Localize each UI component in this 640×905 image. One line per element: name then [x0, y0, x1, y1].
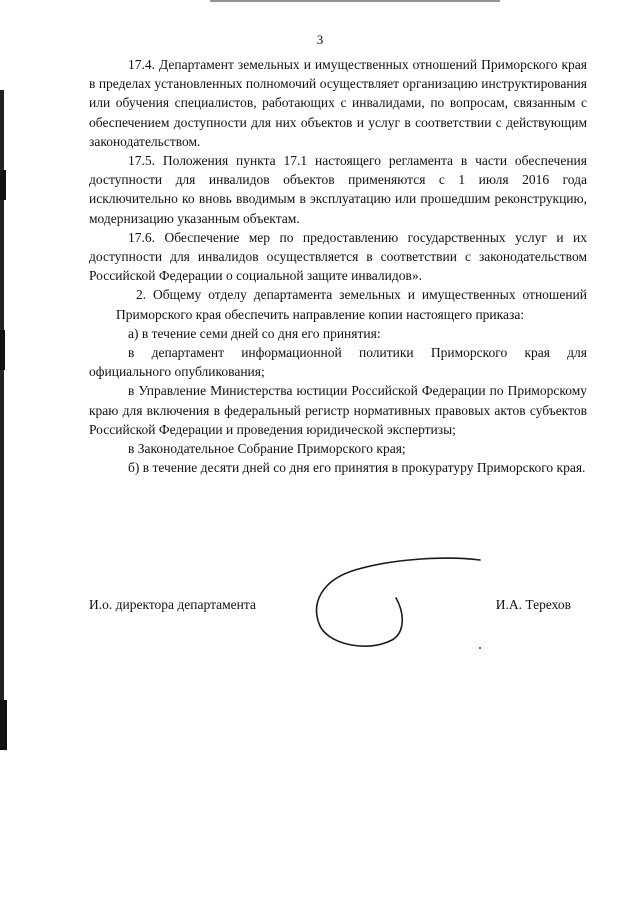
signer-position: И.о. директора департамента	[89, 597, 256, 612]
paragraph-17-6: 17.6. Обеспечение мер по предоставлению государственных услуг и их доступности для инвалидов осуществляется в соответствии с законодательством Российской Федерации о социальной защите инвалидов».	[89, 229, 587, 284]
document-body	[89, 55, 587, 477]
paragraph-17-4: 17.4. Департамент земельных и имущественных отношений Приморского края в пределах установленных полномочий осуществляет организацию инструктирования или обучения специалистов, работающих с инвалидами, по вопросам, связанным с обеспечением доступности для них объектов и услуг в соответствии с действующим законодательством.	[89, 57, 587, 149]
subitem-a-recipient-1: в департамент информационной политики Приморского края для официального опубликования;	[89, 345, 587, 380]
page-number: 3	[316, 32, 324, 47]
paragraph-17-5: 17.5. Положения пункта 17.1 настоящего регламента в части обеспечения доступности для инвалидов объектов применяются с 1 июля 2016 года исключительно ко вновь вводимым в эксплуатацию или прошедшим реконструкцию, модернизацию указанным объектам.	[89, 153, 587, 226]
top-scan-line	[0, 0, 640, 8]
signer-name: И.А. Терехов	[495, 597, 571, 612]
subitem-a: а) в течение семи дней со дня его принятия:	[128, 325, 381, 341]
subitem-a-recipient-3: в Законодательное Собрание Приморского края;	[128, 441, 406, 457]
subitem-b: б) в течение десяти дней со дня его принятия в прокуратуру Приморского края.	[128, 460, 586, 476]
subitem-a-recipient-2: в Управление Министерства юстиции Российской Федерации по Приморскому краю для включения в федеральный регистр нормативных правовых актов субъектов Российской Федерации и проведения юридической экспертизы;	[89, 383, 587, 437]
paragraph-item-2: 2. Общему отделу департамента земельных и имущественных отношений Приморского края обеспечить направление копии настоящего приказа:	[116, 287, 587, 322]
left-binding-edge	[0, 0, 12, 905]
signature-block	[89, 597, 587, 617]
